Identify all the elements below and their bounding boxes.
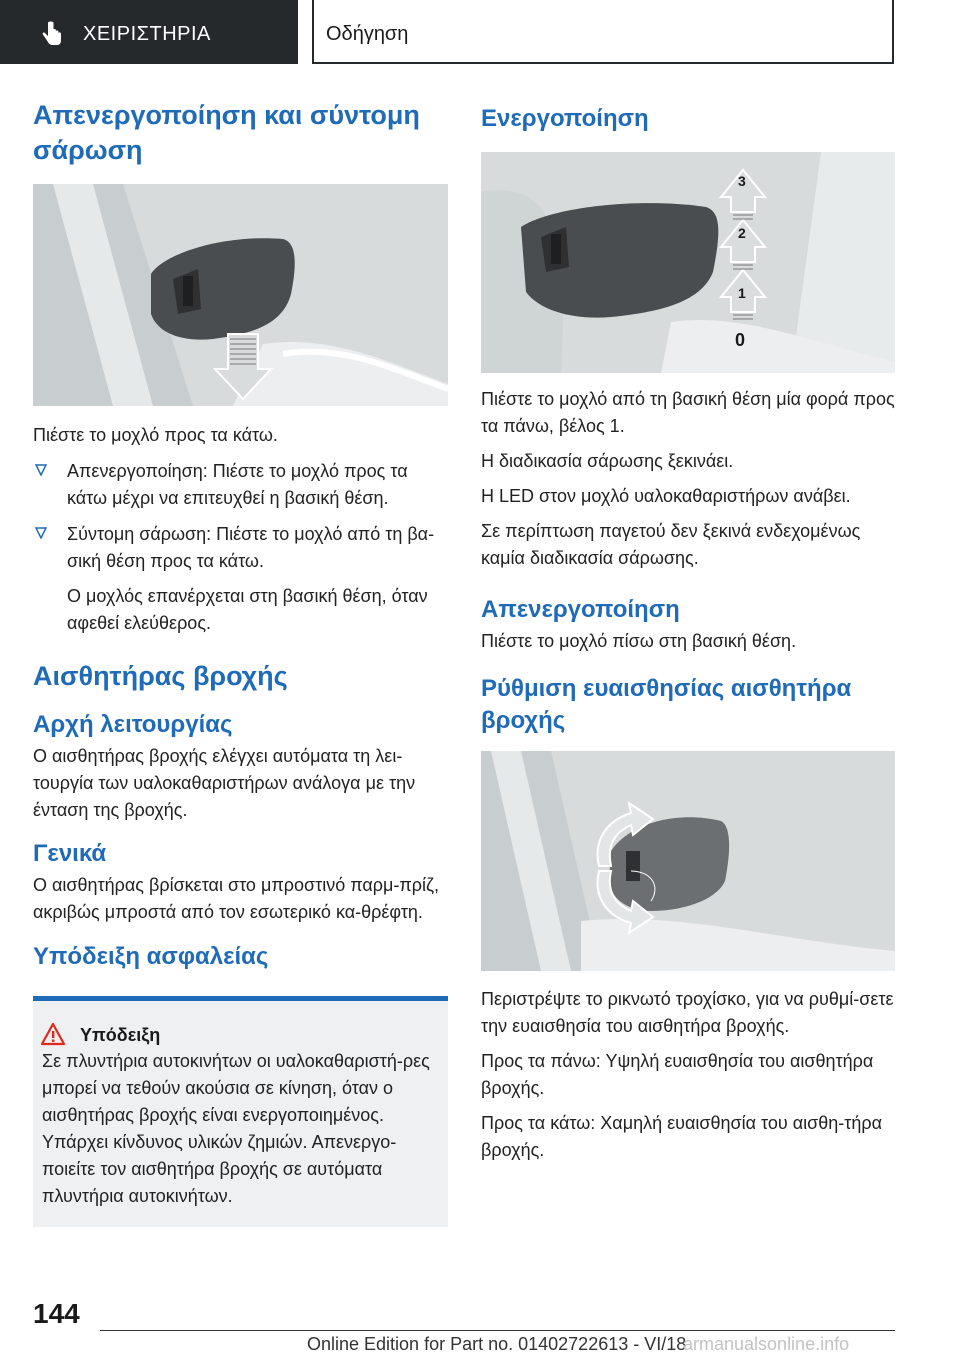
page-number: 144 (33, 1298, 80, 1329)
heading-safety-note: Υπόδειξη ασφαλείας (33, 943, 269, 970)
fig-label-0: 0 (735, 330, 746, 350)
fig-label-1: 1 (738, 285, 746, 301)
heading-rain-sensor: Αισθητήρας βροχής (33, 661, 288, 691)
edition-text: Online Edition for Part no. 01402722613 - VI/18 (307, 1334, 687, 1354)
bullet-deactivation-text: Απενεργοποίηση: Πιέστε το μοχλό προς τα κάτω μέχρι να επιτευχθεί η βασική θέση. (67, 461, 408, 508)
site-watermark: armanualsonline.info (683, 1334, 850, 1354)
figure-lever-down (33, 184, 448, 406)
bullet-short-wipe (33, 521, 448, 637)
heading-deactivation: Απενεργοποίηση (481, 596, 680, 623)
thumbwheel-illustration (481, 751, 895, 971)
chapter-tab[interactable] (312, 0, 894, 64)
wipe-start-text: Η διαδικασία σάρωσης ξεκινάει. (481, 451, 734, 471)
figure-thumbwheel (481, 751, 895, 971)
heading-principle: Αρχή λειτουργίας (33, 711, 233, 738)
heading-general: Γενικά (33, 840, 107, 867)
fig-label-3: 3 (738, 173, 746, 189)
activation-step-text: Πιέστε το μοχλό από τη βασική θέση μία φορά προς τα πάνω, βέλος 1. (481, 389, 895, 436)
frost-text: Σε περίπτωση παγετού δεν ξεκινά ενδεχομένως καμία διαδικασία σάρωσης. (481, 521, 861, 568)
bullet-deactivation (33, 458, 448, 512)
bullet-triangle-icon (35, 464, 47, 476)
warning-triangle-icon (40, 1022, 66, 1046)
hand-pointer-icon (36, 20, 66, 50)
general-text: Ο αισθητήρας βρίσκεται στο μπροστινό παρμ-πρίζ, ακριβώς μπροστά από τον εσωτερικό κα-θρέφτη. (33, 875, 439, 922)
bullet-triangle-icon (35, 527, 47, 539)
heading-deactivation-short-wipe: Απενεργοποίηση και σύντομη σάρωση (33, 100, 420, 165)
bullet-short-wipe-text: Σύντομη σάρωση: Πιέστε το μοχλό από τη βα-σική θέση προς τα κάτω. (67, 524, 435, 571)
chapter-title: Οδήγηση (326, 23, 409, 45)
section-title: ΧΕΙΡΙΣΤΗΡΙΑ (83, 23, 211, 45)
deactivation-text: Πιέστε το μοχλό πίσω στη βασική θέση. (481, 631, 797, 651)
lever-up-illustration (481, 152, 895, 373)
heading-activation: Ενεργοποίηση (481, 105, 649, 132)
led-text: Η LED στον μοχλό υαλοκαθαριστήρων ανάβει. (481, 486, 851, 506)
lever-down-illustration (33, 184, 448, 406)
footer-rule (100, 1330, 895, 1331)
section-tab[interactable] (0, 0, 298, 64)
warning-title: Υπόδειξη (80, 1025, 161, 1045)
sensitivity-text: Περιστρέψτε το ρικνωτό τροχίσκο, για να ρυθμί-σετε την ευαισθησία του αισθητήρα βροχής. (481, 989, 894, 1036)
sensitivity-up-text: Προς τα πάνω: Υψηλή ευαισθησία του αισθητήρα βροχής. (481, 1051, 874, 1098)
sensitivity-down-text: Προς τα κάτω: Χαμηλή ευαισθησία του αισθη-τήρα βροχής. (481, 1113, 883, 1160)
intro-text: Πιέστε το μοχλό προς τα κάτω. (33, 425, 278, 445)
page-header (0, 0, 960, 66)
heading-sensitivity: Ρύθμιση ευαισθησίας αισθητήρα βροχής (481, 675, 852, 734)
fig-label-2: 2 (738, 225, 746, 241)
right-column (481, 98, 895, 1164)
warning-text: Σε πλυντήρια αυτοκινήτων οι υαλοκαθαριστή-ρες μπορεί να τεθούν ακούσια σε κίνηση, όταν ο αισθητήρας βροχής είναι ενεργοποιημένος. Υπάρχει κίνδυνος υλικών ζημιών. Απενεργο-ποιείτε τον αισθητήρα βροχής σε αυτόματα πλυντήρια αυτοκινήτων. (42, 1051, 430, 1206)
principle-text: Ο αισθητήρας βροχής ελέγχει αυτόματα τη λει-τουργία των υαλοκαθαριστήρων ανάλογα με την ένταση της βροχής. (33, 746, 416, 820)
bullet-short-wipe-note: Ο μοχλός επανέρχεται στη βασική θέση, όταν αφεθεί ελεύθερος. (67, 586, 428, 633)
left-column (33, 98, 448, 973)
figure-lever-up (481, 152, 895, 373)
